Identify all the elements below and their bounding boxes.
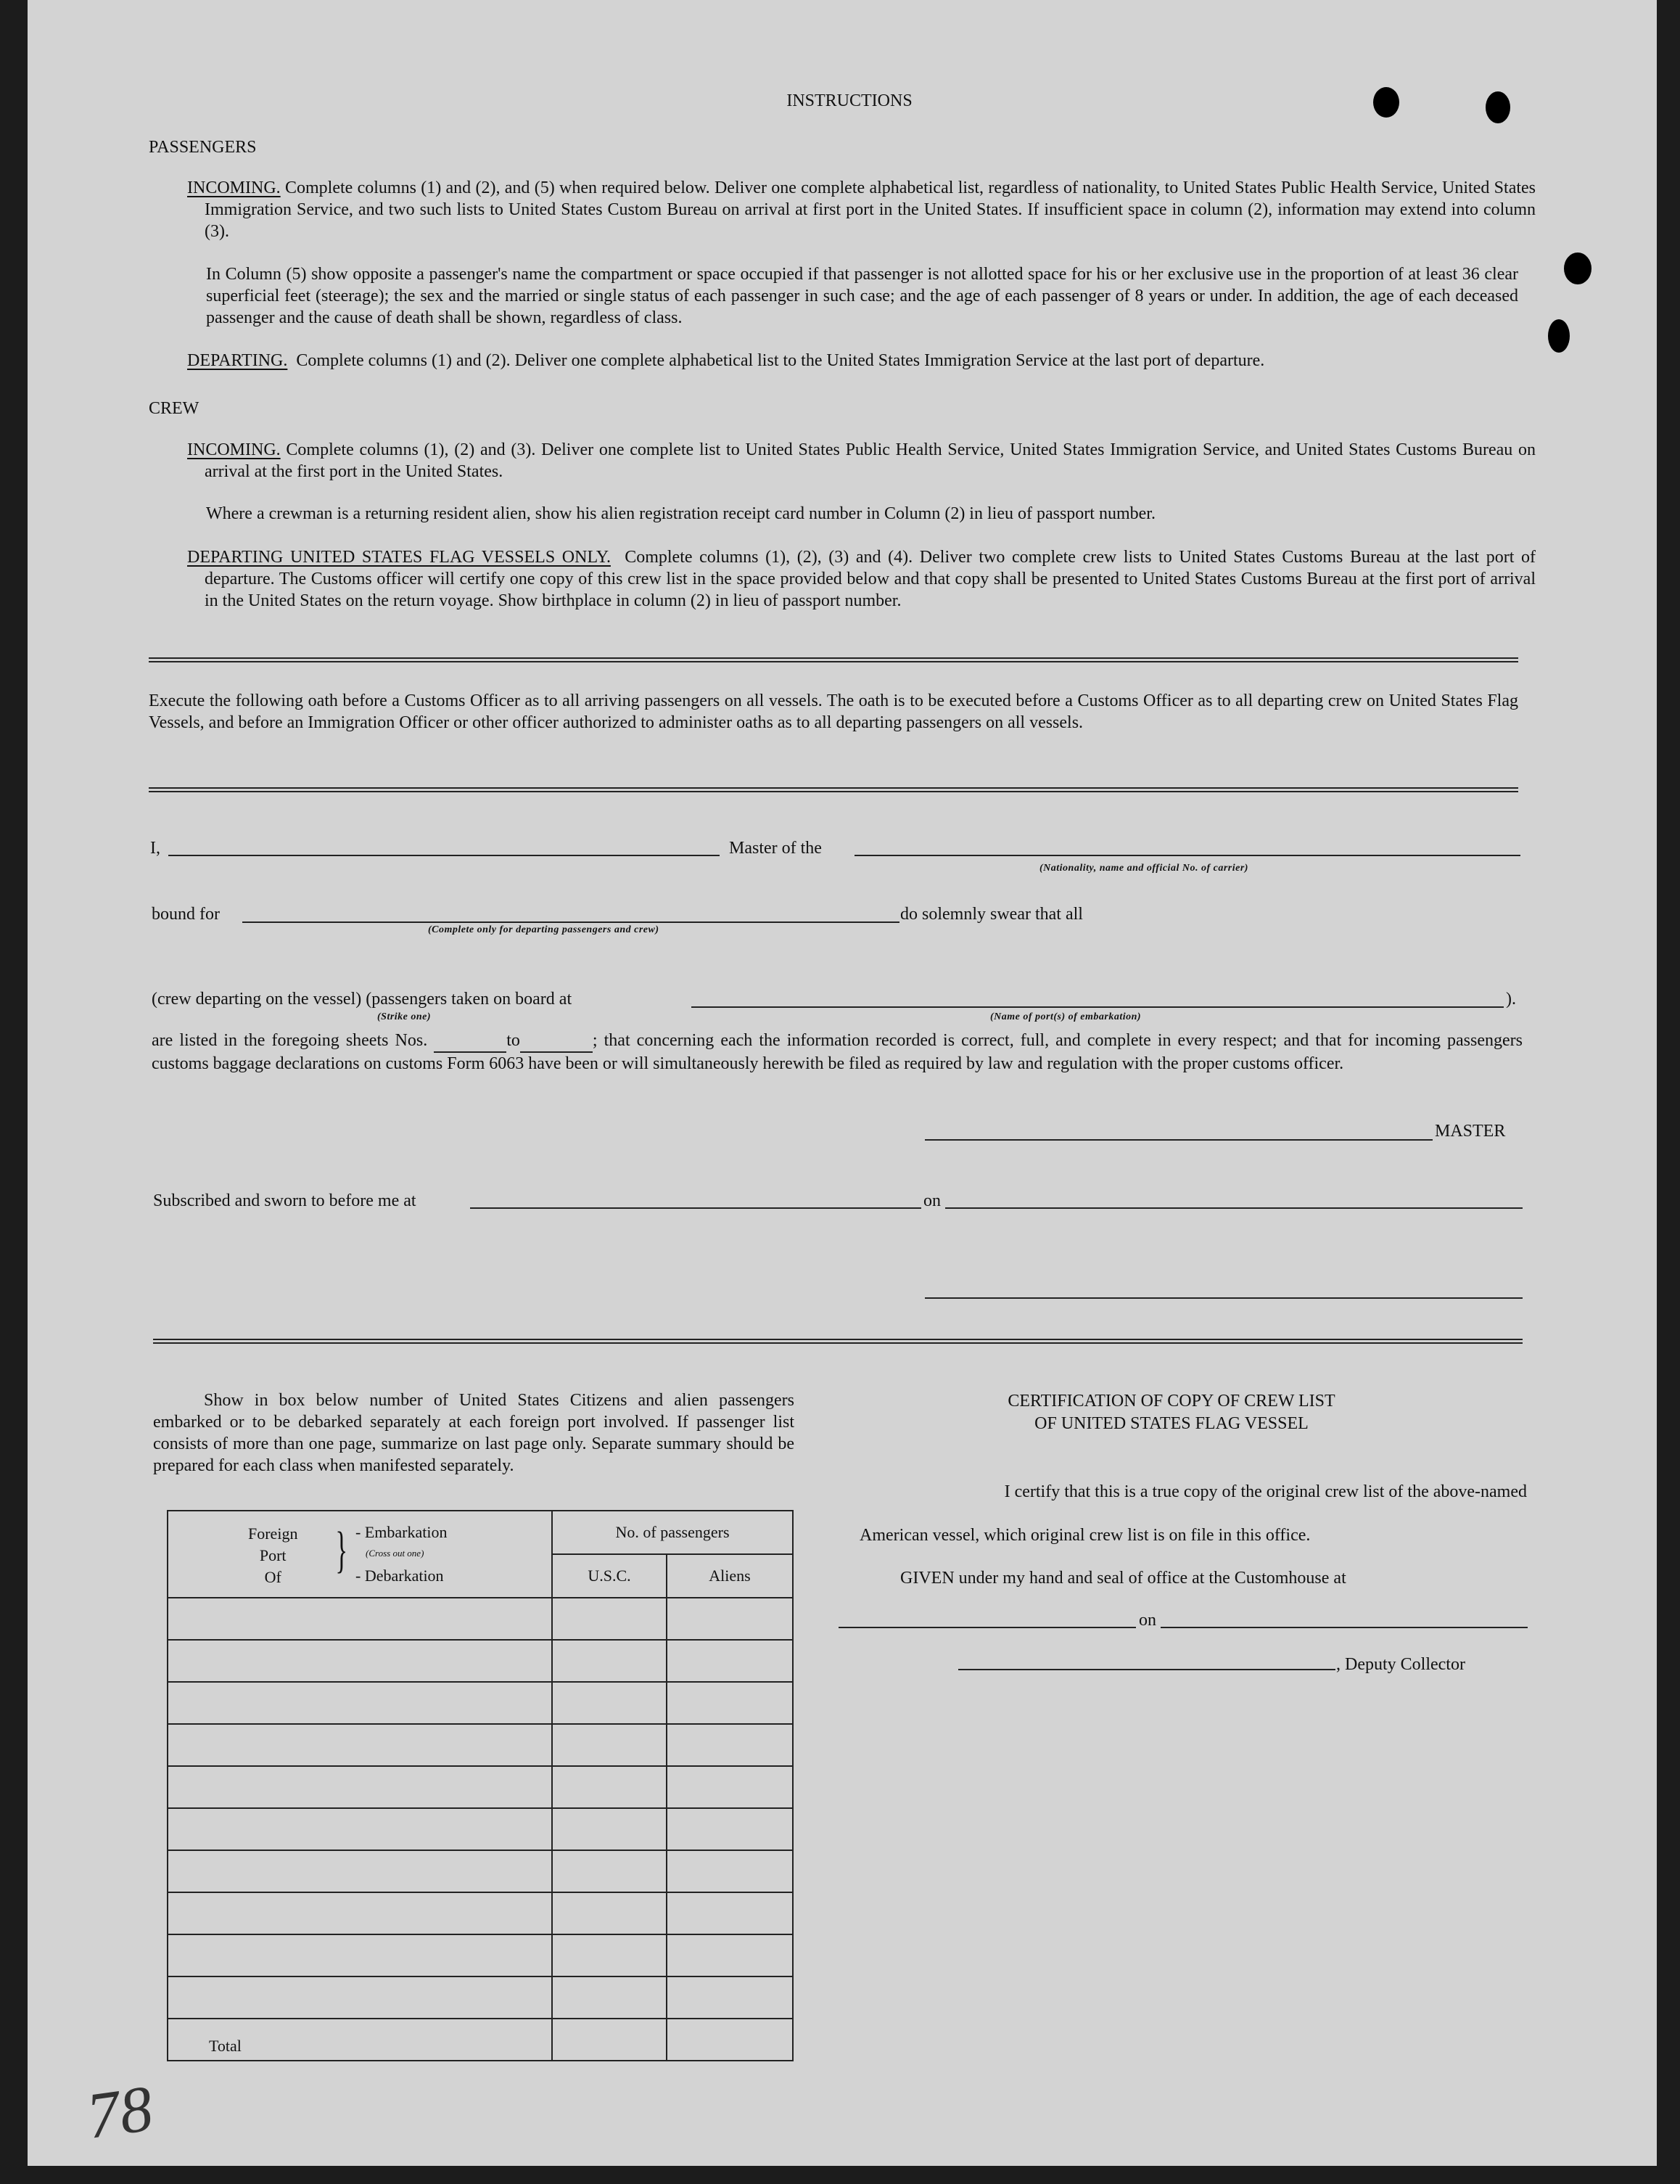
port-cell[interactable] bbox=[168, 1892, 552, 1934]
aliens-cell[interactable] bbox=[667, 1892, 793, 1934]
carrier-field[interactable] bbox=[855, 855, 1520, 856]
port-cell[interactable] bbox=[168, 1934, 552, 1976]
ports-caption: (Name of port(s) of embarkation) bbox=[990, 1011, 1142, 1022]
master-label: MASTER bbox=[1435, 1122, 1506, 1141]
table-row bbox=[168, 1724, 793, 1766]
listed-text: are listed in the foregoing sheets Nos. bbox=[152, 1031, 428, 1050]
port-word: Of bbox=[264, 1568, 281, 1586]
usc-cell[interactable] bbox=[552, 1724, 667, 1766]
port-cell[interactable] bbox=[168, 1766, 552, 1808]
to-label: to bbox=[506, 1031, 520, 1050]
sheet-to-field[interactable] bbox=[520, 1030, 593, 1053]
port-cell[interactable] bbox=[168, 1682, 552, 1724]
crew-incoming bbox=[187, 439, 1536, 483]
instructions-title: INSTRUCTIONS bbox=[786, 91, 913, 110]
port-cell[interactable] bbox=[168, 1640, 552, 1682]
no-passengers-header: No. of passengers bbox=[552, 1511, 793, 1554]
double-divider bbox=[153, 1339, 1523, 1344]
bound-for-label: bound for bbox=[152, 905, 220, 924]
aliens-total-cell[interactable] bbox=[667, 2019, 793, 2061]
aliens-cell[interactable] bbox=[667, 1682, 793, 1724]
departing-text: Complete columns (1), (2), (3) and (4). Deliver two complete crew lists to United States Customs Bureau at the last port of departure. The Customs officer will certify one copy of this crew list in the space provided below and that copy shall be presented to United States Customs Bureau at the first port of arrival in the United States on the return voyage. Show birthplace in column (2) in lieu of passport number. bbox=[205, 548, 1536, 610]
port-cell[interactable] bbox=[168, 1976, 552, 2019]
listed-statement bbox=[152, 1030, 1523, 1075]
incoming-label: INCOMING. bbox=[187, 178, 281, 197]
on-label: on bbox=[923, 1191, 941, 1210]
aliens-cell[interactable] bbox=[667, 1808, 793, 1850]
certify-text: I certify that this is a true copy of the original crew list of the above-named bbox=[1004, 1482, 1527, 1501]
certification-title: CERTIFICATION OF COPY OF CREW LIST bbox=[1008, 1392, 1335, 1411]
sworn-date-field[interactable] bbox=[945, 1207, 1523, 1209]
departing-text: Complete columns (1) and (2). Deliver one complete alphabetical list to the United States Immigration Service at the last port of departure. bbox=[296, 351, 1265, 370]
strike-caption: (Strike one) bbox=[377, 1011, 432, 1022]
aliens-cell[interactable] bbox=[667, 1934, 793, 1976]
aliens-cell[interactable] bbox=[667, 1598, 793, 1640]
listed-text: ; that concerning each the information recorded is correct, full, and complete in every respect; and that for incoming passengers customs baggage declarations on customs Form 6063 have been or will simultaneously herewith be filed as required by law and regulation with the proper customs officer. bbox=[152, 1031, 1523, 1073]
double-divider bbox=[149, 657, 1518, 662]
port-cell[interactable] bbox=[168, 1598, 552, 1640]
american-vessel-text: American vessel, which original crew list is on file in this office. bbox=[860, 1526, 1311, 1545]
sworn-place-field[interactable] bbox=[470, 1207, 921, 1209]
port-cell[interactable] bbox=[168, 1724, 552, 1766]
crew-resident-note: Where a crewman is a returning resident alien, show his alien registration receipt card number in Column (2) in lieu of passport number. bbox=[206, 504, 1156, 523]
certification-date-field[interactable] bbox=[1161, 1627, 1528, 1628]
aliens-cell[interactable] bbox=[667, 1640, 793, 1682]
usc-cell[interactable] bbox=[552, 1640, 667, 1682]
officer-signature-field[interactable] bbox=[925, 1297, 1523, 1299]
brace-icon: } bbox=[335, 1522, 348, 1578]
usc-cell[interactable] bbox=[552, 1850, 667, 1892]
aliens-cell[interactable] bbox=[667, 1766, 793, 1808]
customhouse-field[interactable] bbox=[839, 1627, 1136, 1628]
aliens-header: Aliens bbox=[667, 1554, 793, 1598]
port-cell[interactable] bbox=[168, 1850, 552, 1892]
table-row bbox=[168, 1808, 793, 1850]
usc-cell[interactable] bbox=[552, 1976, 667, 2019]
swear-text: do solemnly swear that all bbox=[900, 905, 1083, 924]
aliens-cell[interactable] bbox=[667, 1850, 793, 1892]
summary-instruction: Show in box below number of United States Citizens and alien passengers embarked or to be debarked separately at each foreign port involved. If passenger list consists of more than one page, summarize on last page only. Separate summary should be prepared for each class when manifested separately. bbox=[153, 1391, 794, 1475]
incoming-text: Complete columns (1), (2) and (3). Deliver one complete list to United States Public Health Service, United States Immigration Service, and United States Customs Bureau on arrival at the first port in the United States. bbox=[205, 440, 1536, 481]
aliens-cell[interactable] bbox=[667, 1724, 793, 1766]
close-paren: ). bbox=[1506, 990, 1516, 1009]
deputy-signature-field[interactable] bbox=[958, 1669, 1335, 1670]
departing-label: DEPARTING. bbox=[187, 351, 288, 370]
usc-cell[interactable] bbox=[552, 1808, 667, 1850]
bound-for-field[interactable] bbox=[242, 921, 899, 923]
foreign-port-of bbox=[248, 1523, 297, 1588]
crew-passengers-text: (crew departing on the vessel) (passengers taken on board at bbox=[152, 990, 572, 1009]
sheet-from-field[interactable] bbox=[434, 1030, 506, 1053]
total-row bbox=[168, 2019, 793, 2061]
usc-cell[interactable] bbox=[552, 1934, 667, 1976]
usc-header: U.S.C. bbox=[552, 1554, 667, 1598]
oath-instruction: Execute the following oath before a Customs Officer as to all arriving passengers on all vessels. The oath is to be executed before a Customs Officer as to all departing crew on United States Flag Vessels, and before an Immigration Officer or other officer authorized to administer oaths as to all departing passengers on all vessels. bbox=[149, 691, 1518, 732]
passengers-column5: In Column (5) show opposite a passenger's name the compartment or space occupied if that passenger is not allotted space for his or her exclusive use in the proportion of at least 36 clear superficial feet (steerage); the sex and the married or single status of each passenger in such case; and the age of each passenger of 8 years or under. In addition, the age of each deceased passenger and the cause of death shall be shown, regardless of class. bbox=[206, 265, 1518, 327]
passengers-heading: PASSENGERS bbox=[149, 138, 257, 157]
table-row bbox=[168, 1976, 793, 2019]
table-row bbox=[168, 1598, 793, 1640]
handwritten-page-number: 78 bbox=[82, 2072, 157, 2153]
embarkation-label: - Embarkation bbox=[355, 1523, 448, 1541]
departing-label: DEPARTING UNITED STATES FLAG VESSELS ONLY. bbox=[187, 548, 611, 567]
port-word: Foreign bbox=[248, 1524, 298, 1543]
table-row bbox=[168, 1766, 793, 1808]
master-of-label: Master of the bbox=[729, 839, 822, 858]
punch-hole bbox=[1548, 319, 1570, 353]
port-cell[interactable] bbox=[168, 1808, 552, 1850]
usc-cell[interactable] bbox=[552, 1682, 667, 1724]
incoming-text: Complete columns (1) and (2), and (5) when required below. Deliver one complete alphabetical list, regardless of nationality, to United States Public Health Service, United States Immigration Service, and two such lists to United States Custom Bureau on arrival at first port in the United States. If insufficient space in column (2), information may extend into column (3). bbox=[205, 178, 1536, 241]
debarkation-label: - Debarkation bbox=[355, 1567, 444, 1585]
table-row bbox=[168, 1934, 793, 1976]
table-row bbox=[168, 1892, 793, 1934]
aliens-cell[interactable] bbox=[667, 1976, 793, 2019]
punch-hole bbox=[1564, 253, 1592, 284]
deputy-collector-label: , Deputy Collector bbox=[1336, 1655, 1465, 1674]
subscribed-label: Subscribed and sworn to before me at bbox=[153, 1191, 416, 1210]
table-row bbox=[168, 1682, 793, 1724]
passenger-summary-table bbox=[167, 1510, 794, 2061]
given-text: GIVEN under my hand and seal of office at the Customhouse at bbox=[900, 1569, 1346, 1588]
cross-out-caption: (Cross out one) bbox=[366, 1548, 424, 1559]
usc-cell[interactable] bbox=[552, 1598, 667, 1640]
port-word: Port bbox=[259, 1546, 287, 1564]
crew-departing bbox=[187, 546, 1536, 612]
carrier-caption: (Nationality, name and official No. of carrier) bbox=[1039, 863, 1248, 874]
total-label: Total bbox=[168, 2019, 552, 2061]
passengers-incoming bbox=[187, 177, 1536, 242]
incoming-label: INCOMING. bbox=[187, 440, 281, 459]
usc-cell[interactable] bbox=[552, 1766, 667, 1808]
table-row bbox=[168, 1640, 793, 1682]
master-name-field[interactable] bbox=[168, 855, 720, 856]
embarkation-ports-field[interactable] bbox=[691, 1006, 1504, 1008]
master-signature-field[interactable] bbox=[925, 1139, 1433, 1141]
passengers-departing bbox=[187, 350, 1518, 371]
bound-caption: (Complete only for departing passengers and crew) bbox=[428, 924, 659, 935]
usc-total-cell[interactable] bbox=[552, 2019, 667, 2061]
usc-cell[interactable] bbox=[552, 1892, 667, 1934]
on-label: on bbox=[1139, 1611, 1156, 1630]
double-divider bbox=[149, 787, 1518, 792]
oath-i-label: I, bbox=[150, 839, 160, 858]
certification-subtitle: OF UNITED STATES FLAG VESSEL bbox=[1034, 1414, 1309, 1433]
table-row bbox=[168, 1850, 793, 1892]
port-header bbox=[168, 1511, 552, 1598]
crew-heading: CREW bbox=[149, 399, 199, 418]
